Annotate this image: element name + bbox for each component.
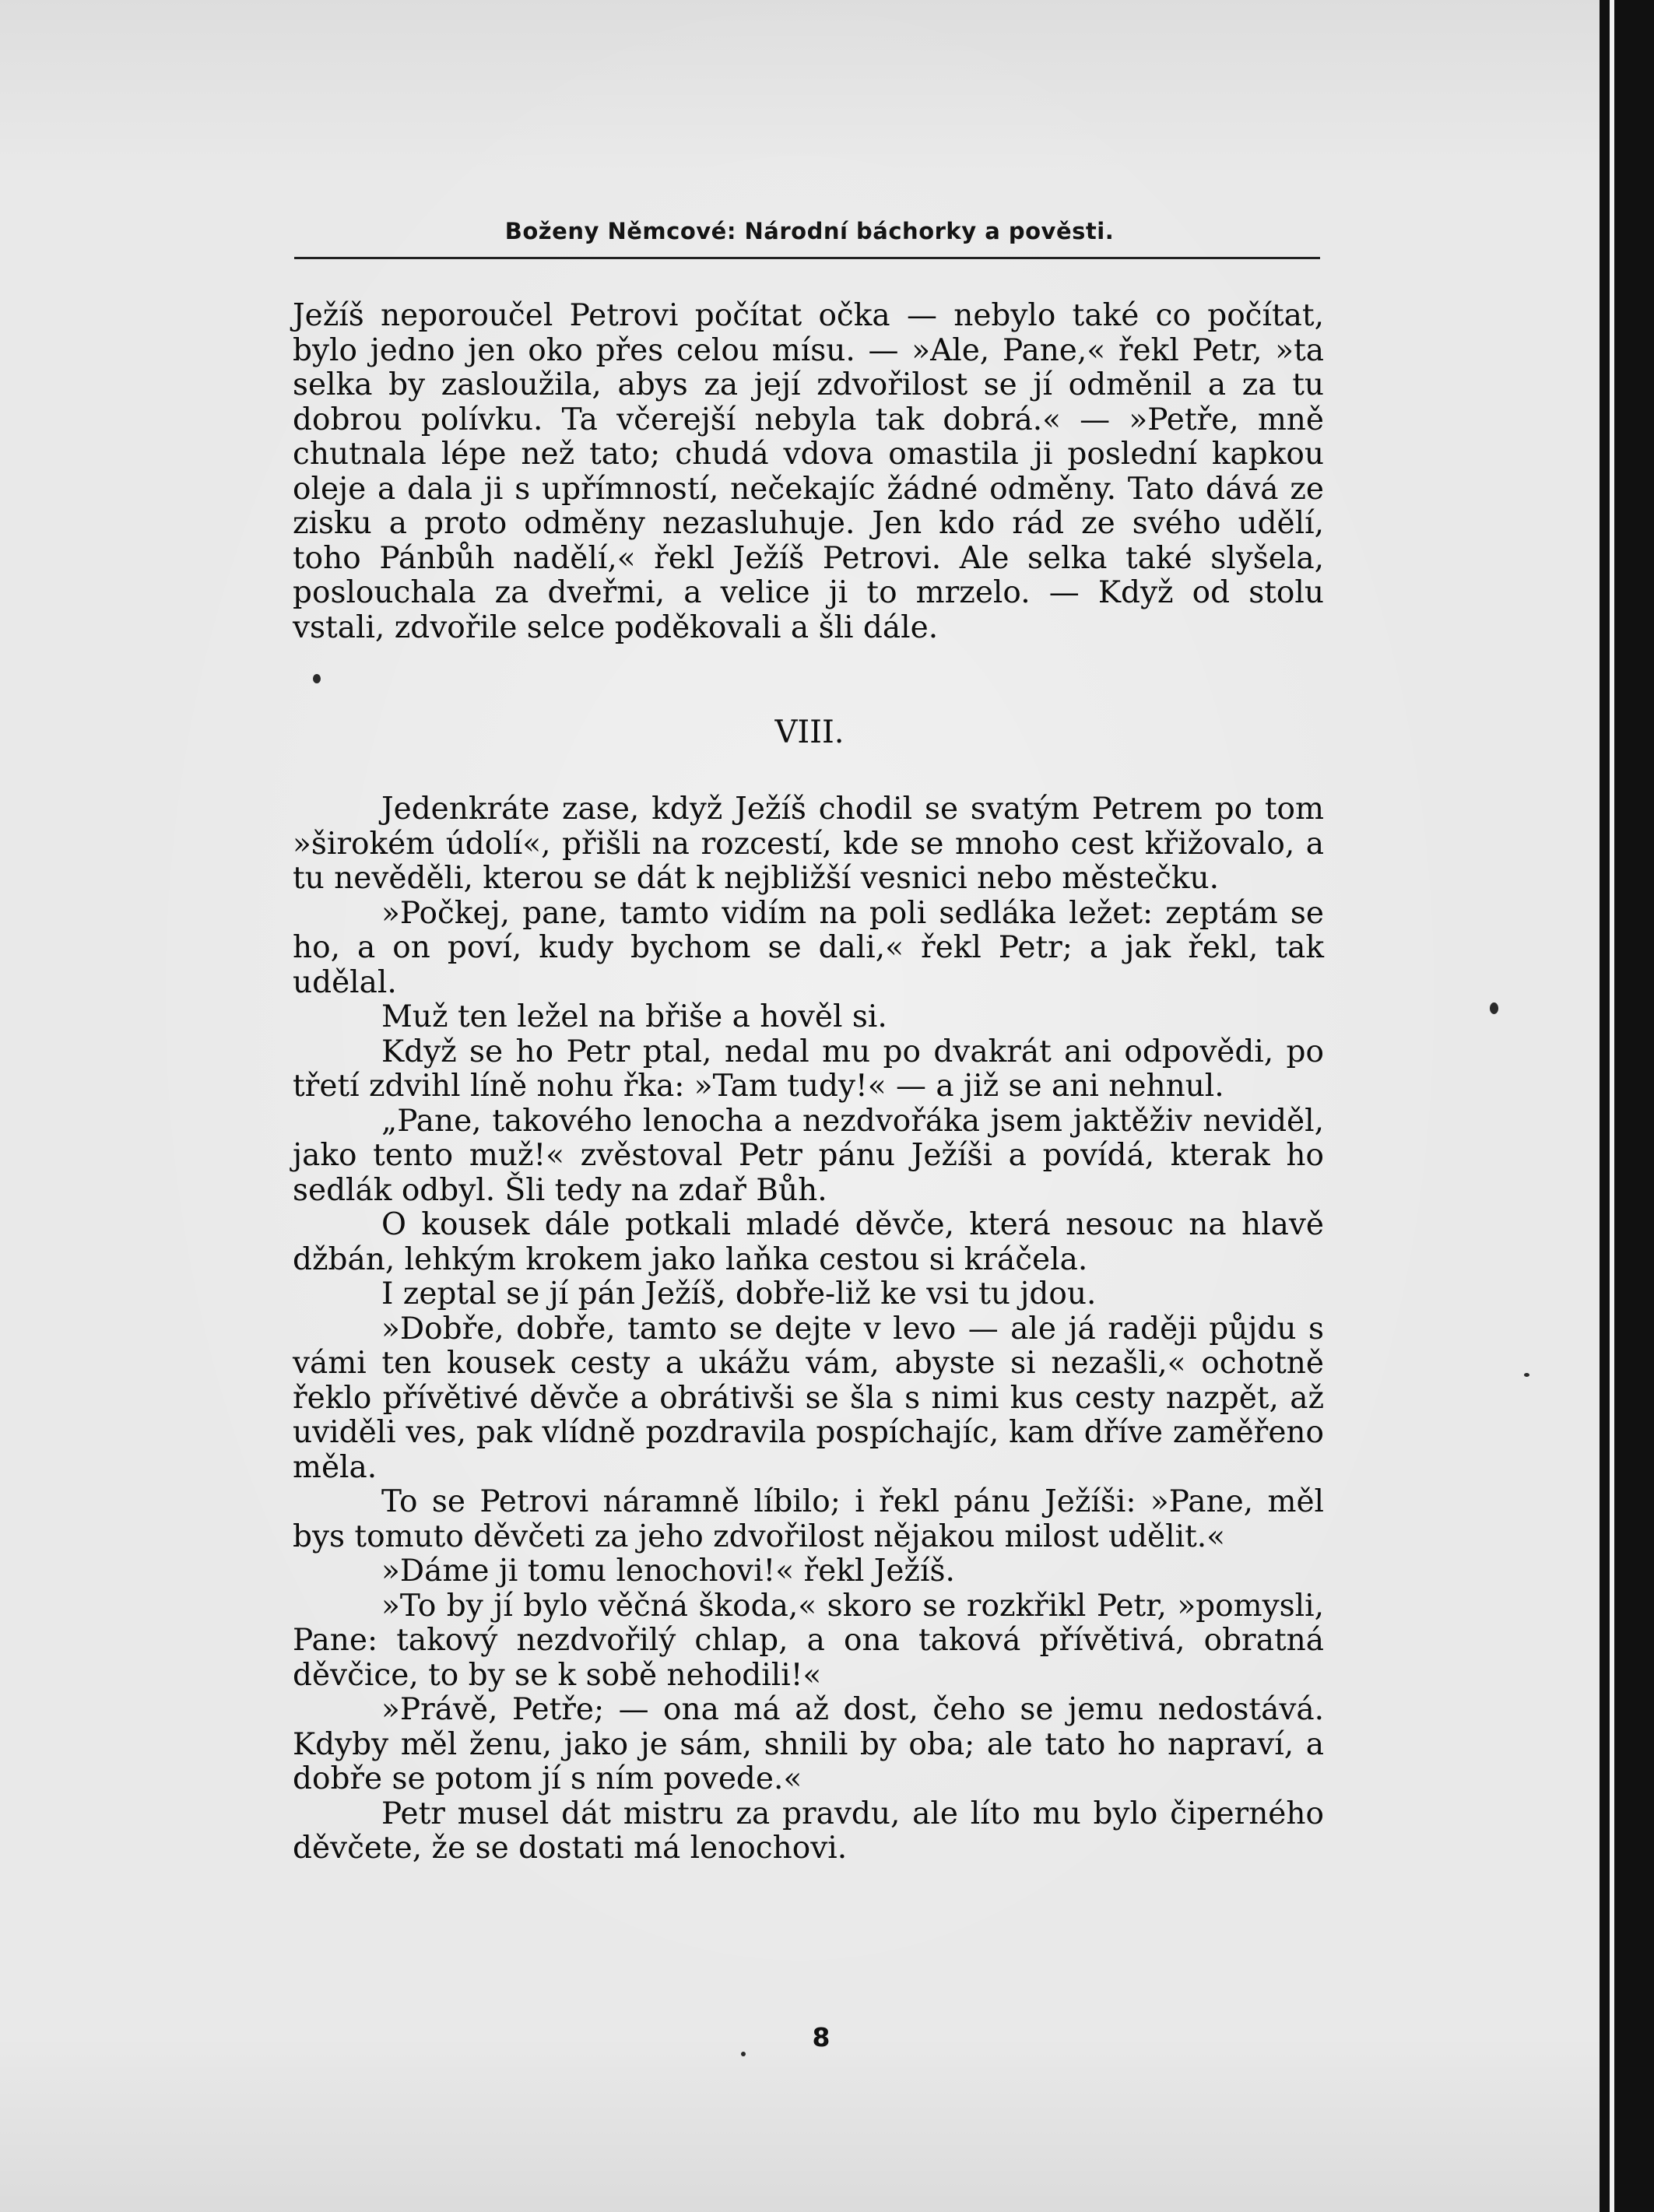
scan-edge-line — [1610, 0, 1614, 2212]
text-block-chapter — [293, 792, 1324, 1866]
ink-speck — [1524, 1373, 1529, 1377]
paragraph: Ježíš neporoučel Petrovi počítat očka — nebylo také co počítat, bylo jedno jen oko přes celou mísu. — »Ale, Pane,« řekl Petr, »ta selka by zasloužila, abys za její zdvořilost se jí odměnil a za tu dobrou polívku. Ta včerejší nebyla tak dobrá.« — »Petře, mně chutnala lépe než tato; chudá vdova omastila ji poslední kapkou oleje a dala ji s upřímností, nečekajíc žádné odměny. Tato dává ze zisku a proto odměny nezasluhuje. Jen kdo rád ze svého udělí, toho Pánbůh nadělí,« řekl Ježíš Petrovi. Ale selka také slyšela, poslouchala za dveřmi, a velice ji to mrzelo. — Když od stolu vstali, zdvořile selce poděkovali a šli dále. — [293, 298, 1324, 645]
paragraph: »Dobře, dobře, tamto se dejte v levo — ale já raději půjdu s vámi ten kousek cesty a ukážu vám, abyste si nezašli,« ochotně řeklo přívětivé děvče a obrátivši se šla s nimi kus cesty nazpět, až uviděli ves, pak vlídně pozdravila pospíchajíc, kam dříve zaměřeno měla. — [293, 1311, 1324, 1485]
text-block-continuation — [293, 299, 1324, 645]
header-rule — [294, 257, 1320, 259]
paragraph: To se Petrovi náramně líbilo; i řekl pánu Ježíši: »Pane, měl bys tomuto děvčeti za jeho zdvořilost nějakou milost udělit.« — [293, 1484, 1324, 1554]
paragraph: »Dáme ji tomu lenochovi!« řekl Ježíš. — [381, 1554, 955, 1589]
paragraph: »Právě, Petře; — ona má až dost, čeho se jemu nedostává. Kdyby měl ženu, jako je sám, shnili by oba; ale tato ho napraví, a dobře se potom jí s ním povede.« — [293, 1692, 1324, 1796]
page-number: 8 — [812, 2022, 831, 2052]
scan-border — [1600, 0, 1654, 2212]
paragraph: „Pane, takového lenocha a nezdvořáka jsem jaktěživ neviděl, jako tento muž!« zvěstoval Petr pánu Ježíši a povídá, kterak ho sedlák odbyl. Šli tedy na zdař Bůh. — [293, 1103, 1324, 1208]
running-head: Boženy Němcové: Národní báchorky a pověsti. — [504, 218, 1115, 244]
paragraph: Petr musel dát mistru za pravdu, ale líto mu bylo čiperného děvčete, že se dostati má lenochovi. — [293, 1796, 1324, 1866]
paragraph: »To by jí bylo věčná škoda,« skoro se rozkřikl Petr, »pomysli, Pane: takový nezdvořilý chlap, a ona taková přívětivá, obratná děvčice, to by se k sobě nehodili!« — [293, 1588, 1324, 1693]
ink-speck — [741, 2052, 746, 2056]
paragraph: Muž ten ležel na břiše a hověl si. — [381, 999, 887, 1034]
paragraph: Když se ho Petr ptal, nedal mu po dvakrát ani odpovědi, po třetí zdvihl líně nohu řka: »Tam tudy!« — a již se ani nehnul. — [293, 1034, 1324, 1104]
paragraph: Jedenkráte zase, když Ježíš chodil se svatým Petrem po tom »širokém údolí«, přišli na rozcestí, kde se mnoho cest křižovalo, a tu nevěděli, kterou se dát k nejbližší vesnici nebo městečku. — [293, 792, 1324, 896]
paragraph: I zeptal se jí pán Ježíš, dobře-liž ke vsi tu jdou. — [381, 1276, 1097, 1311]
ink-speck — [313, 674, 321, 683]
chapter-heading: VIII. — [774, 715, 845, 750]
paragraph: »Počkej, pane, tamto vidím na poli sedláka ležet: zeptám se ho, a on poví, kudy bychom se dali,« řekl Petr; a jak řekl, tak udělal. — [293, 895, 1324, 1000]
paragraph: O kousek dále potkali mladé děvče, která nesouc na hlavě džbán, lehkým krokem jako laňka cestou si kráčela. — [293, 1207, 1324, 1277]
ink-speck — [1490, 1002, 1498, 1014]
